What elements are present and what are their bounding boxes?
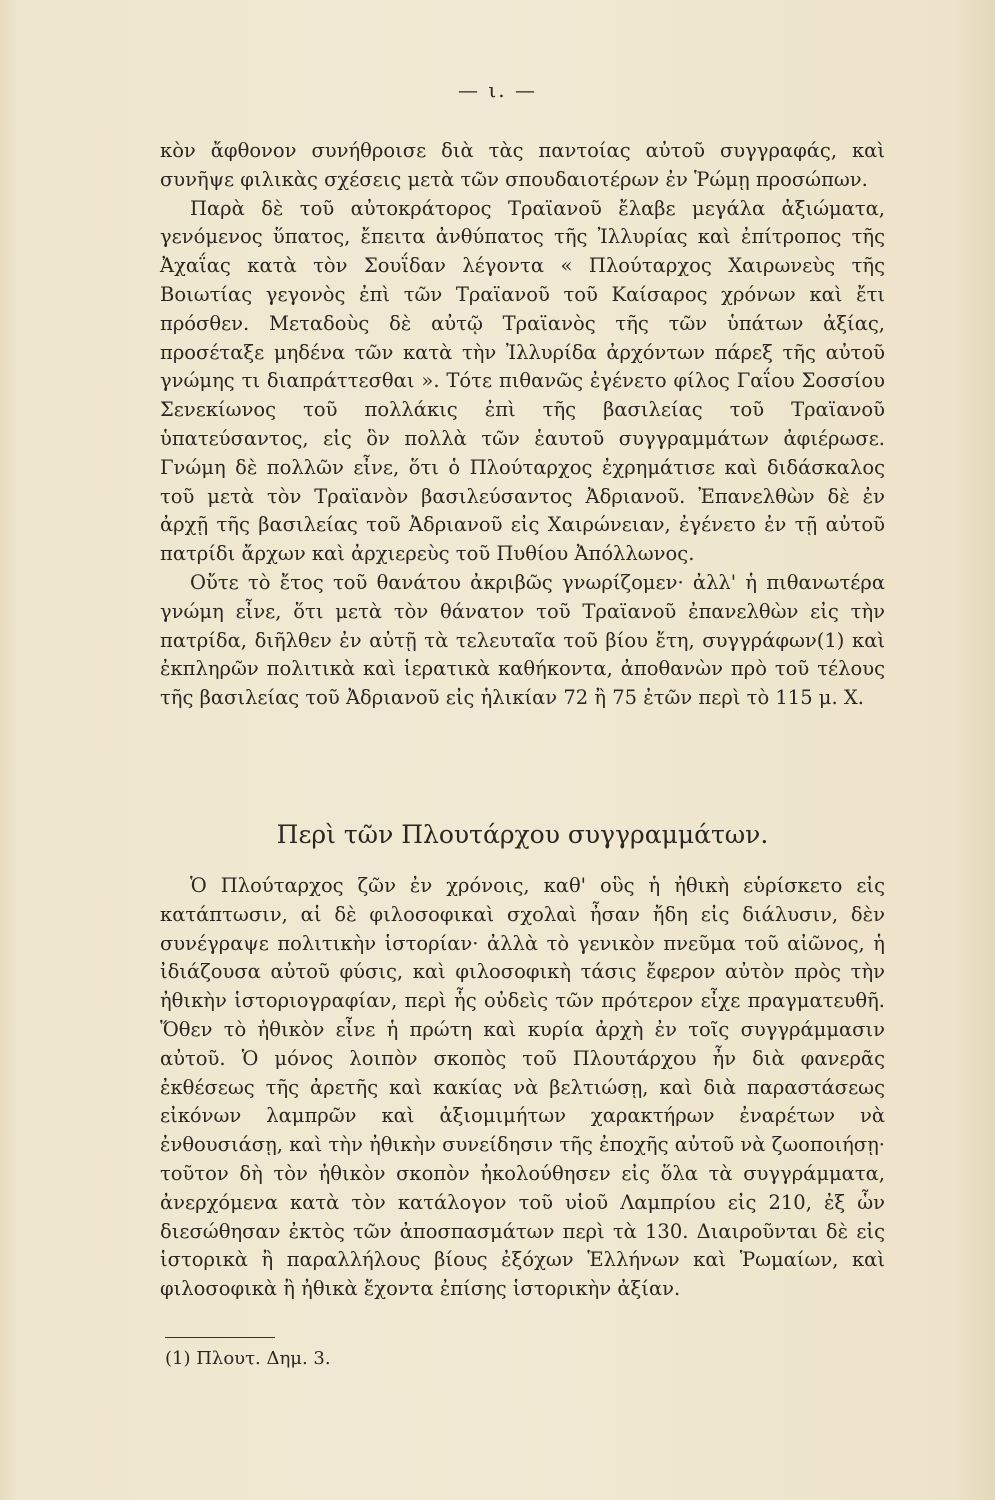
footnote-reference: (1): [816, 628, 845, 652]
section-heading: Περὶ τῶν Πλουτάρχου συγγραμμάτων.: [276, 820, 769, 849]
page-number-header: — ι. —: [458, 78, 537, 102]
paragraph-writings: Ὁ Πλούταρχος ζῶν ἐν χρόνοις, καθ' οὓς ἡ ἠθικὴ εὑρίσκετο εἰς κατάπτωσιν, αἱ δὲ φιλοσοφικαὶ σχολαὶ ἦσαν ἤδη εἰς διάλυσιν, δὲν συνέγραψε πολιτικὴν ἱστορίαν· ἀλλὰ τὸ γενικὸν πνεῦμα τοῦ αἰῶνος, ἡ ἰδιάζουσα αὐτοῦ φύσις, καὶ φιλοσοφικὴ τάσις ἔφερον αὐτὸν πρὸς τὴν ἠθικὴν ἱστοριογραφίαν, περὶ ἧς οὐδεὶς τῶν πρότερον εἶχε πραγματευθῆ. Ὅθεν τὸ ἠθικὸν εἶνε ἡ πρώτη καὶ κυρία ἀρχὴ ἐν τοῖς συγγράμμασιν αὐτοῦ. Ὁ μόνος λοιπὸν σκοπὸς τοῦ Πλουτάρχου ἦν διὰ φανερᾶς ἐκθέσεως τῆς ἀρετῆς καὶ κακίας νὰ βελτιώσῃ, καὶ διὰ παραστάσεως εἰκόνων λαμπρῶν καὶ ἀξιομιμήτων χαρακτήρων ἐναρέτων νὰ ἐνθουσιάσῃ, καὶ τὴν ἠθικὴν συνείδησιν τῆς ἐποχῆς αὐτοῦ νὰ ζωοποιήσῃ· τοῦτον δὴ τὸν ἠθικὸν σκοπὸν ἠκολούθησεν εἰς ὅλα τὰ συγγράμματα, ἀνερχόμενα κατὰ τὸν κατάλογον τοῦ υἱοῦ Λαμπρίου εἰς 210, ἐξ ὧν διεσώθησαν ἐκτὸς τῶν ἀποσπασμάτων περὶ τὰ 130. Διαιροῦνται δὲ εἰς ἱστορικὰ ἢ παραλλήλους βίους ἐξόχων Ἑλλήνων καὶ Ῥωμαίων, καὶ φιλοσοφικὰ ἢ ἠθικὰ ἔχοντα ἐπίσης ἱστορικὴν ἀξίαν.: [160, 874, 885, 1301]
paragraph-death: [160, 569, 885, 713]
paragraph-continuation: κὸν ἄφθονον συνήθροισε διὰ τὰς παντοίας αὐτοῦ συγγραφάς, καὶ συνῆψε φιλικὰς σχέσεις μετὰ τῶν σπουδαιοτέρων ἐν Ῥώμῃ προσώπων.: [160, 139, 885, 191]
main-text-block: [160, 137, 885, 713]
footnote-divider: [165, 1337, 275, 1338]
section-text-block: [160, 872, 885, 1304]
paragraph-death-text-a: Οὔτε τὸ ἔτος τοῦ θανάτου ἀκριβῶς γνωρίζομεν· ἀλλ' ἡ πιθανωτέρα γνώμη εἶνε, ὅτι μετὰ τὸν θάνατον τοῦ Τραϊανοῦ ἐπανελθὼν εἰς τὴν πατρίδα, διῆλθεν ἐν αὐτῇ τὰ τελευταῖα τοῦ βίου ἔτη, συγγράφων: [160, 570, 885, 652]
footnote: (1) Πλουτ. Δημ. 3.: [165, 1348, 331, 1369]
paragraph-trajan-offices: Παρὰ δὲ τοῦ αὐτοκράτορος Τραϊανοῦ ἔλαβε μεγάλα ἀξιώματα, γενόμενος ὕπατος, ἔπειτα ἀνθύπατος τῆς Ἰλλυρίας καὶ ἐπίτροπος τῆς Ἀχαΐας κατὰ τὸν Σουΐδαν λέγοντα « Πλούταρχος Χαιρωνεὺς τῆς Βοιωτίας γεγονὸς ἐπὶ τῶν Τραϊανοῦ τοῦ Καίσαρος χρόνων καὶ ἔτι πρόσθεν. Μεταδοὺς δὲ αὐτῷ Τραϊανὸς τῆς τῶν ὑπάτων ἀξίας, προσέταξε μηδένα τῶν κατὰ τὴν Ἰλλυρίδα ἀρχόντων πάρεξ τῆς αὐτοῦ γνώμης τι διαπράττεσθαι ». Τότε πιθανῶς ἐγένετο φίλος Γαΐου Σοσσίου Σενεκίωνος τοῦ πολλάκις ἐπὶ τῆς βασιλείας τοῦ Τραϊανοῦ ὑπατεύσαντος, εἰς ὃν πολλὰ τῶν ἑαυτοῦ συγγραμμάτων ἀφιέρωσε. Γνώμη δὲ πολλῶν εἶνε, ὅτι ὁ Πλούταρχος ἐχρημάτισε καὶ διδάσκαλος τοῦ μετὰ τὸν Τραϊανὸν βασιλεύσαντος Ἀδριανοῦ. Ἐπανελθὼν δὲ ἐν ἀρχῇ τῆς βασιλείας τοῦ Ἀδριανοῦ εἰς Χαιρώνειαν, ἐγένετο ἐν τῇ αὐτοῦ πατρίδι ἄρχων καὶ ἀρχιερεὺς τοῦ Πυθίου Ἀπόλλωνος.: [160, 196, 885, 566]
paragraph-death-text-b: καὶ ἐκπληρῶν πολιτικὰ καὶ ἱερατικὰ καθήκοντα, ἀποθανὼν πρὸ τοῦ τέλους τῆς βασιλείας τοῦ Ἀδριανοῦ εἰς ἡλικίαν 72 ἢ 75 ἐτῶν περὶ τὸ 115 μ. Χ.: [160, 628, 886, 710]
